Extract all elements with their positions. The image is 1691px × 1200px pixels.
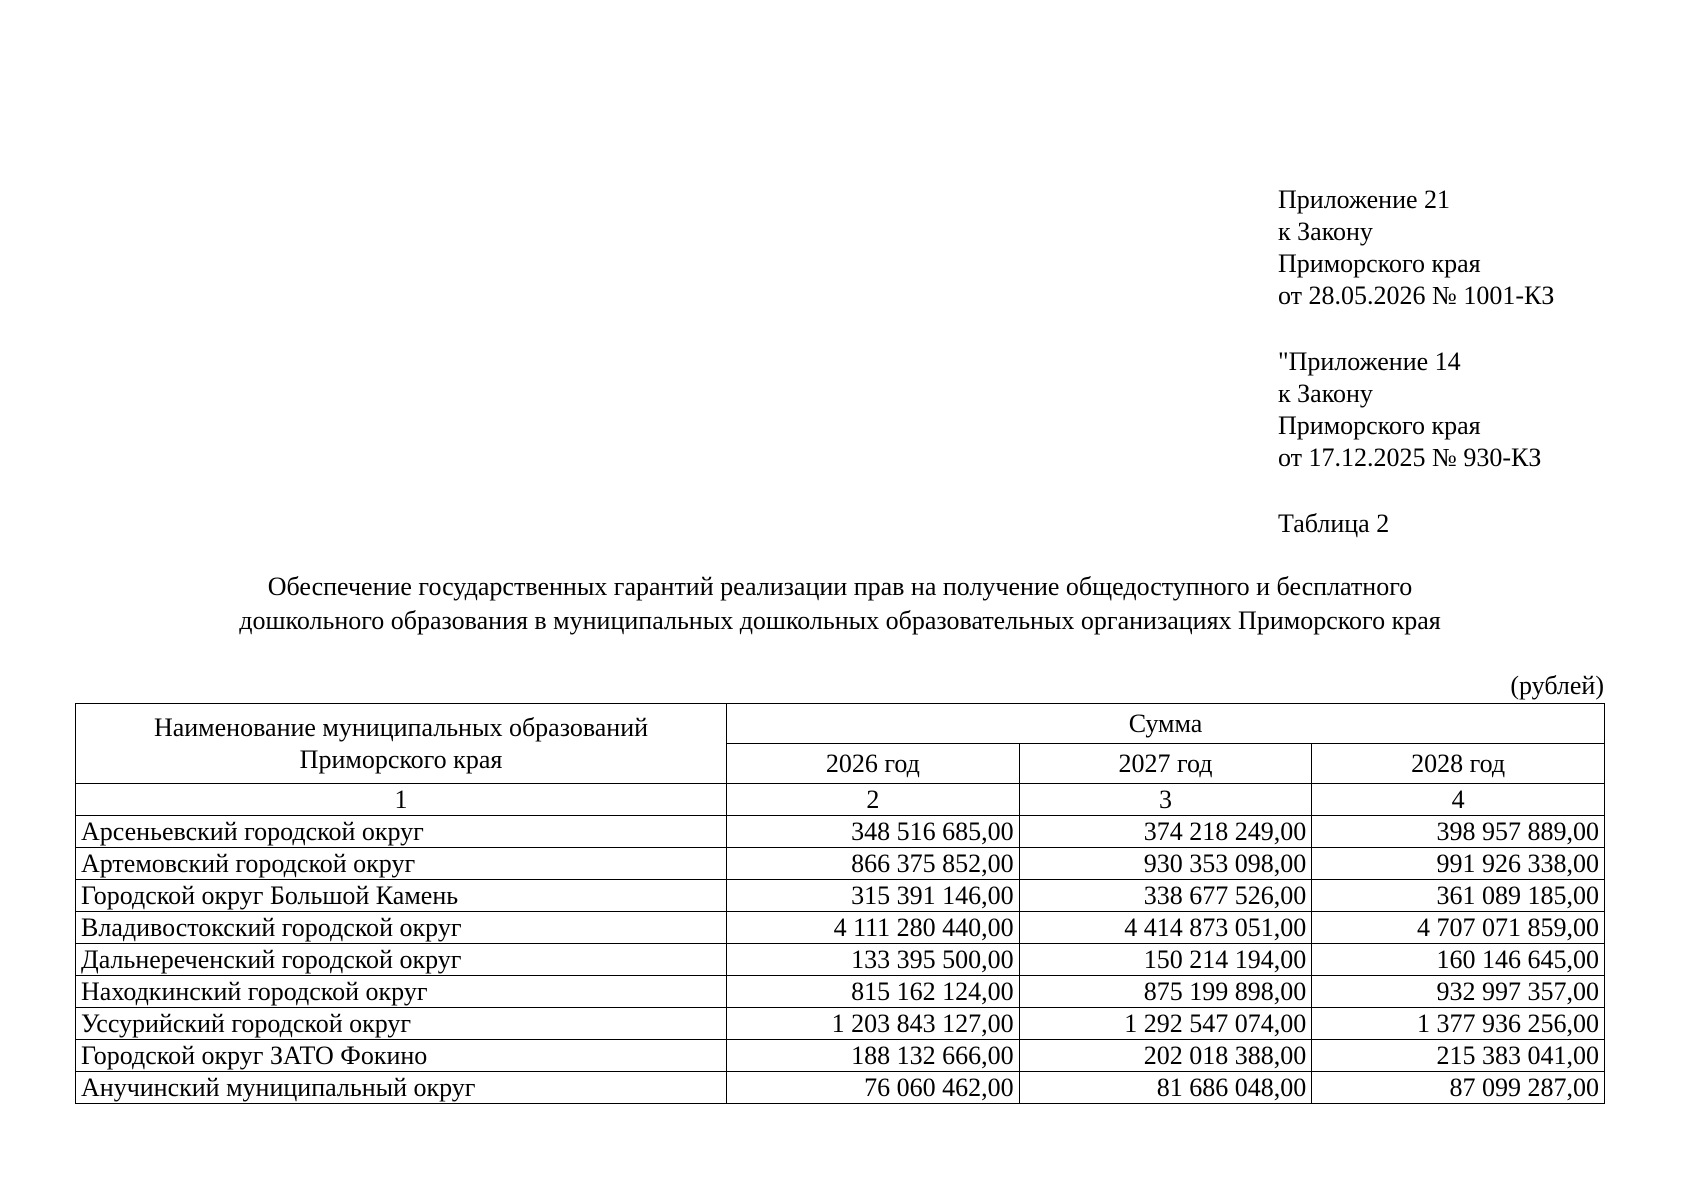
amount-2026: 4 111 280 440,00 bbox=[727, 912, 1020, 944]
amount-2027: 338 677 526,00 bbox=[1019, 880, 1312, 912]
amount-2027: 4 414 873 051,00 bbox=[1019, 912, 1312, 944]
amount-2027: 81 686 048,00 bbox=[1019, 1072, 1312, 1104]
table-row bbox=[76, 944, 1605, 976]
units-label: (рублей) bbox=[1510, 671, 1604, 700]
column-number: 4 bbox=[1312, 784, 1605, 816]
amended-appendix-reference bbox=[1278, 346, 1541, 474]
table-row bbox=[76, 880, 1605, 912]
year-header: 2028 год bbox=[1312, 744, 1605, 784]
municipality-name: Городской округ Большой Камень bbox=[76, 880, 727, 912]
title-line: Обеспечение государственных гарантий реализации прав на получение общедоступного и бесплатного bbox=[267, 572, 1413, 601]
amount-2026: 1 203 843 127,00 bbox=[727, 1008, 1020, 1040]
amount-2026: 76 060 462,00 bbox=[727, 1072, 1020, 1104]
amended-appendix-line: "Приложение 14 bbox=[1278, 347, 1461, 376]
amount-2026: 348 516 685,00 bbox=[727, 816, 1020, 848]
amended-appendix-line: к Закону bbox=[1278, 379, 1373, 408]
municipality-name: Дальнереченский городской округ bbox=[76, 944, 727, 976]
municipality-name: Арсеньевский городской округ bbox=[76, 816, 727, 848]
amount-2027: 150 214 194,00 bbox=[1019, 944, 1312, 976]
table-row bbox=[76, 912, 1605, 944]
municipality-name: Владивостокский городской округ bbox=[76, 912, 727, 944]
amount-2026: 866 375 852,00 bbox=[727, 848, 1020, 880]
amount-2028: 4 707 071 859,00 bbox=[1312, 912, 1605, 944]
amount-2026: 815 162 124,00 bbox=[727, 976, 1020, 1008]
amended-appendix-line: Приморского края bbox=[1278, 411, 1481, 440]
amount-2028: 932 997 357,00 bbox=[1312, 976, 1605, 1008]
sum-header: Сумма bbox=[727, 704, 1605, 744]
column-number: 1 bbox=[76, 784, 727, 816]
table-row bbox=[76, 976, 1605, 1008]
name-header-line: Приморского края bbox=[299, 744, 503, 774]
table-row bbox=[76, 1008, 1605, 1040]
amount-2028: 398 957 889,00 bbox=[1312, 816, 1605, 848]
amount-2027: 202 018 388,00 bbox=[1019, 1040, 1312, 1072]
table-label: Таблица 2 bbox=[1278, 509, 1390, 538]
municipality-name: Городской округ ЗАТО Фокино bbox=[76, 1040, 727, 1072]
name-column-header bbox=[76, 704, 727, 784]
amount-2027: 930 353 098,00 bbox=[1019, 848, 1312, 880]
municipality-name: Находкинский городской округ bbox=[76, 976, 727, 1008]
year-header: 2027 год bbox=[1019, 744, 1312, 784]
amount-2026: 315 391 146,00 bbox=[727, 880, 1020, 912]
column-number: 3 bbox=[1019, 784, 1312, 816]
table-row bbox=[76, 816, 1605, 848]
title-line: дошкольного образования в муниципальных дошкольных образовательных организациях Приморского края bbox=[239, 606, 1441, 635]
table-row bbox=[76, 1040, 1605, 1072]
amount-2026: 133 395 500,00 bbox=[727, 944, 1020, 976]
year-header: 2026 год bbox=[727, 744, 1020, 784]
appendix-line: к Закону bbox=[1278, 217, 1373, 246]
column-number: 2 bbox=[727, 784, 1020, 816]
funding-table bbox=[75, 703, 1605, 1104]
amount-2028: 160 146 645,00 bbox=[1312, 944, 1605, 976]
appendix-line: от 28.05.2026 № 1001-КЗ bbox=[1278, 281, 1555, 310]
amount-2028: 1 377 936 256,00 bbox=[1312, 1008, 1605, 1040]
name-header-line: Наименование муниципальных образований bbox=[153, 712, 649, 742]
appendix-reference bbox=[1278, 184, 1554, 312]
municipality-name: Артемовский городской округ bbox=[76, 848, 727, 880]
appendix-line: Приложение 21 bbox=[1278, 185, 1451, 214]
municipality-name: Уссурийский городской округ bbox=[76, 1008, 727, 1040]
municipality-name: Анучинский муниципальный округ bbox=[76, 1072, 727, 1104]
amount-2027: 374 218 249,00 bbox=[1019, 816, 1312, 848]
document-title bbox=[120, 570, 1560, 638]
table-row bbox=[76, 848, 1605, 880]
amount-2028: 87 099 287,00 bbox=[1312, 1072, 1605, 1104]
amount-2028: 991 926 338,00 bbox=[1312, 848, 1605, 880]
amount-2026: 188 132 666,00 bbox=[727, 1040, 1020, 1072]
appendix-line: Приморского края bbox=[1278, 249, 1481, 278]
amount-2027: 875 199 898,00 bbox=[1019, 976, 1312, 1008]
amount-2028: 361 089 185,00 bbox=[1312, 880, 1605, 912]
amount-2027: 1 292 547 074,00 bbox=[1019, 1008, 1312, 1040]
amount-2028: 215 383 041,00 bbox=[1312, 1040, 1605, 1072]
table-row bbox=[76, 1072, 1605, 1104]
amended-appendix-line: от 17.12.2025 № 930-КЗ bbox=[1278, 443, 1542, 472]
